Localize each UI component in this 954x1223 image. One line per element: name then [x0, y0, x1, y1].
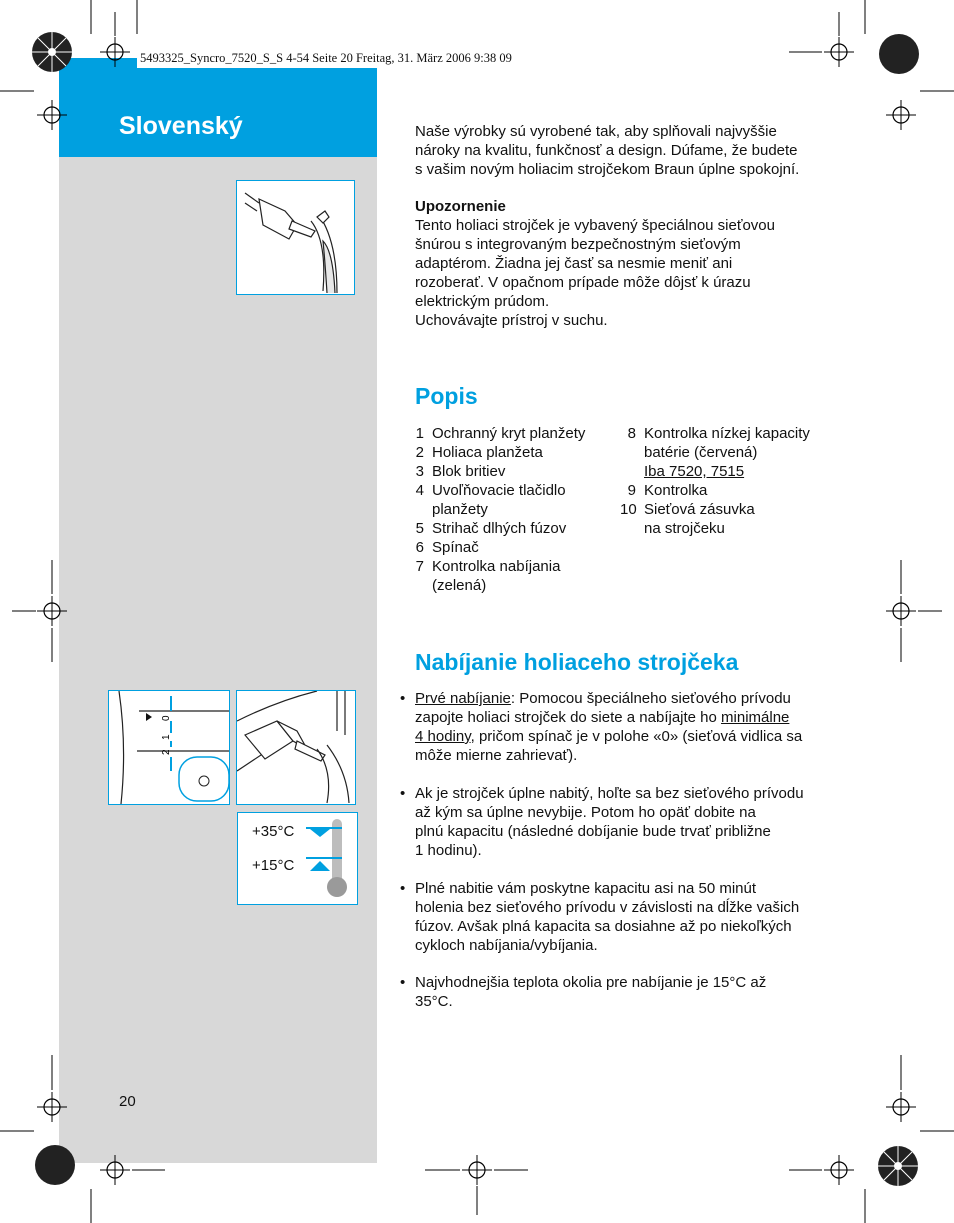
figure-shaver-socket: [236, 690, 356, 805]
list-item: 8 Kontrolka nízkej kapacity batérie (červená) Iba 7520, 7515: [627, 425, 810, 480]
warning-line: šnúrou s integrovaným bezpečnostným sieťovým: [415, 236, 741, 253]
list-item: 3 Blok britiev: [415, 463, 506, 480]
list-item: 4 Uvoľňovacie tlačidlo planžety: [415, 482, 566, 518]
parts-list-left: [412, 424, 622, 595]
switch-mark-0: 0: [161, 715, 172, 721]
figure-temperature: [237, 812, 358, 905]
switch-mark-2: 2: [161, 749, 172, 755]
section-title: Slovenský: [119, 112, 243, 140]
thermometer-icon: [306, 815, 358, 903]
figure-switch: [108, 690, 230, 805]
list-item: 10 Sieťová zásuvka na strojčeku: [620, 501, 755, 537]
list-item: 2 Holiaca planžeta: [415, 444, 543, 461]
warning-heading: Upozornenie: [415, 198, 506, 215]
switch-mark-1: 1: [161, 734, 172, 740]
list-item: 1 Ochranný kryt planžety: [415, 425, 586, 442]
list-item: 7 Kontrolka nabíjania (zelená): [415, 558, 561, 594]
bullet-dot: •: [400, 785, 406, 802]
charging-bullet: • Najvhodnejšia teplota okolia pre nabíjanie je 15°C až 35°C.: [400, 974, 767, 1010]
plug-illustration: [237, 181, 354, 294]
intro-paragraph: [415, 122, 845, 179]
bullet-dot: •: [400, 690, 406, 707]
temp-low-label: +15°C: [252, 857, 295, 874]
bullet-dot: •: [400, 974, 406, 991]
intro-line: nároky na kvalitu, funkčnosť a design. Dúfame, že budete: [415, 142, 798, 159]
warning-line: Tento holiaci strojček je vybavený špeciálnou sieťovou: [415, 217, 775, 234]
bullet-dot: •: [400, 880, 406, 897]
list-item: 9 Kontrolka: [627, 482, 708, 499]
warning-line: adaptérom. Žiadna jej časť sa nesmie meniť ani: [415, 255, 733, 272]
charging-heading: Nabíjanie holiaceho strojčeka: [415, 649, 739, 675]
popis-heading: Popis: [415, 383, 478, 409]
warning-line: Uchovávajte prístroj v suchu.: [415, 312, 608, 329]
list-item: 6 Spínač: [415, 539, 479, 556]
intro-line: s vašim novým holiacim strojčekom Braun úplne spokojní.: [415, 161, 800, 178]
warning-line: elektrickým prúdom.: [415, 293, 550, 310]
figure-plug-cord: [236, 180, 355, 295]
intro-line: Naše výrobky sú vyrobené tak, aby splňovali najvyššie: [415, 123, 777, 140]
page-number: 20: [119, 1093, 136, 1110]
sidebar-panel: [59, 157, 377, 1163]
charging-bullet: • Ak je strojček úplne nabitý, hoľte sa bez sieťového prívodu až kým sa úplne nevybije. Potom ho opäť dobite na plnú kapacitu (následné dobíjanie bude trvať približne 1 hodinu).: [400, 785, 804, 859]
warning-block: [415, 197, 845, 330]
list-item: 5 Strihač dlhých fúzov: [415, 520, 567, 537]
parts-list-right: [620, 424, 845, 538]
print-header: 5493325_Syncro_7520_S_S 4-54 Seite 20 Freitag, 31. März 2006 9:38 09: [140, 51, 512, 65]
warning-line: rozoberať. V opačnom prípade môže dôjsť k úrazu: [415, 274, 751, 291]
charging-bullet: • Plné nabitie vám poskytne kapacitu asi na 50 minút holenia bez sieťového prívodu v závislosti na dĺžke vašich fúzov. Avšak plná kapacita sa dosiahne až po niekoľkých cykloch nabíjania/vybíjania.: [400, 880, 800, 954]
temp-high-label: +35°C: [252, 823, 295, 840]
charging-bullet: • Prvé nabíjanie: Pomocou špeciálneho sieťového prívodu zapojte holiaci strojček do siete a nabíjajte ho minimálne 4 hodiny, pričom spínač je v polohe «0» (sieťová vidlica sa môže mierne zahrievať).: [400, 690, 803, 764]
